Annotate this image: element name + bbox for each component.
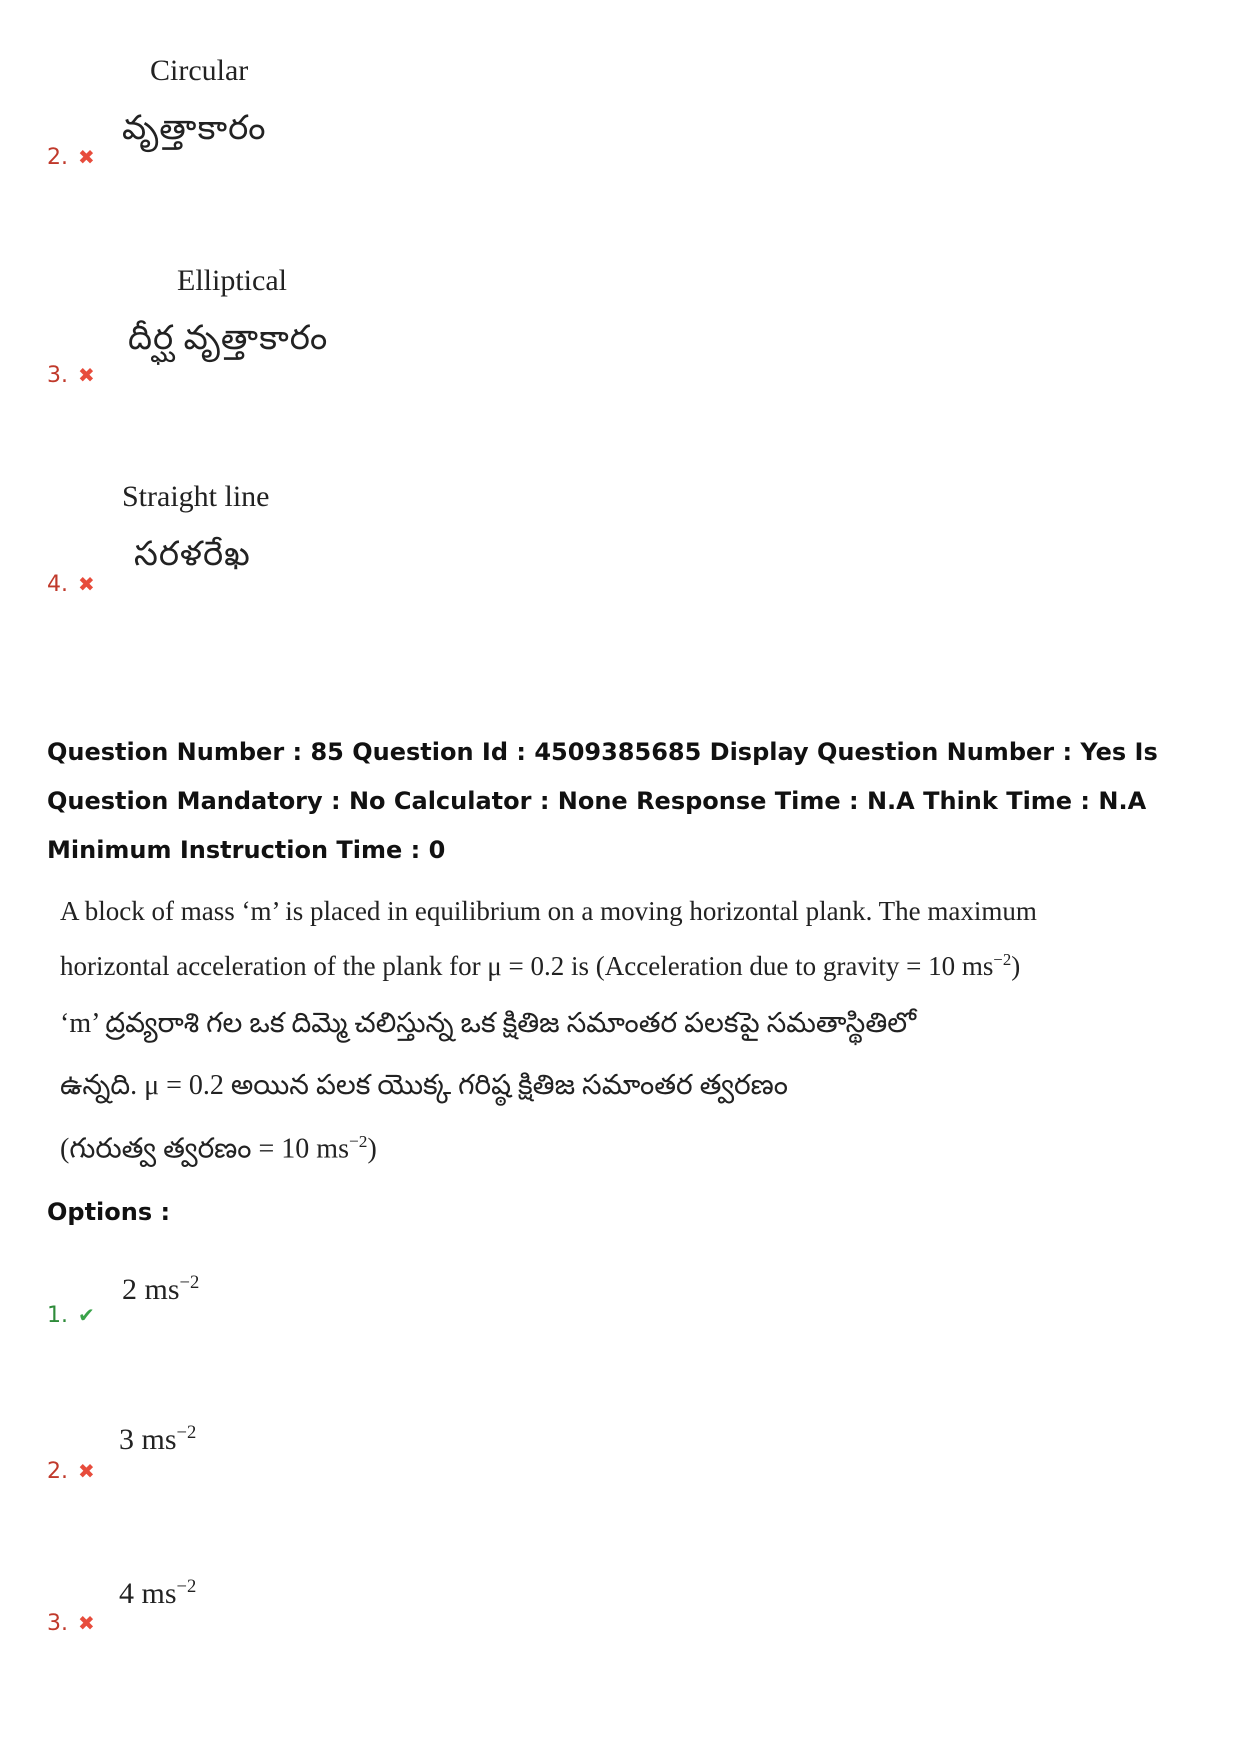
option-number: 3. ✖ bbox=[47, 363, 95, 388]
option-number: 2. ✖ bbox=[47, 145, 95, 170]
cross-icon: ✖ bbox=[78, 363, 95, 387]
cross-icon: ✖ bbox=[78, 1459, 95, 1483]
question-telugu-line-1: ‘m’ ద్రవ్యరాశి గల ఒక దిమ్మె చలిస్తున్న ఒక క్షితిజ సమాంతర పలకపై సమతాస్థితిలో bbox=[60, 1008, 917, 1039]
option-value: 3 $ms^{-2}$ bbox=[119, 1422, 197, 1456]
option-number: 2. ✖ bbox=[47, 1459, 95, 1484]
options-label: Options : bbox=[47, 1198, 171, 1226]
question-telugu-line-3: (గురుత్వ త్వరణం = 10 $ms^{-2}$) bbox=[60, 1132, 377, 1165]
question-telugu-line-2: ఉన్నది. μ = 0.2 అయిన పలక యొక్క గరిష్ఠ క్షితిజ సమాంతర త్వరణం bbox=[60, 1070, 788, 1101]
option-value: 4 $ms^{-2}$ bbox=[119, 1576, 197, 1610]
question-meta: Question Number : 85 Question Id : 4509385685 Display Question Number : Yes Is Question Mandatory : No Calculator : None Response Time : N.A Think Time : N.A Minimum Instruction Time : 0 bbox=[47, 738, 1158, 864]
option-value: 2 $ms^{-2}$ bbox=[122, 1272, 200, 1306]
option-telugu-text: వృత్తాకారం bbox=[122, 110, 267, 147]
option-number: 1. ✔ bbox=[47, 1303, 95, 1328]
option-telugu-text: దీర్ఘ వృత్తాకారం bbox=[128, 320, 329, 357]
cross-icon: ✖ bbox=[78, 572, 95, 596]
check-icon: ✔ bbox=[78, 1303, 95, 1327]
option-english-text: Straight line bbox=[122, 480, 270, 513]
option-number: 4. ✖ bbox=[47, 572, 95, 597]
cross-icon: ✖ bbox=[78, 1611, 95, 1635]
question-english-line-1: A block of mass ‘m’ is placed in equilibrium on a moving horizontal plank. The maximum bbox=[60, 896, 1037, 926]
option-telugu-text: సరళరేఖ bbox=[134, 536, 251, 573]
option-english-text: Elliptical bbox=[177, 264, 287, 297]
option-english-text: Circular bbox=[150, 54, 249, 87]
cross-icon: ✖ bbox=[78, 145, 95, 169]
question-english-line-2: horizontal acceleration of the plank for μ = 0.2 is (Acceleration due to gravity = 10 $ms^{-2}$) bbox=[60, 950, 1021, 981]
option-number: 3. ✖ bbox=[47, 1611, 95, 1636]
